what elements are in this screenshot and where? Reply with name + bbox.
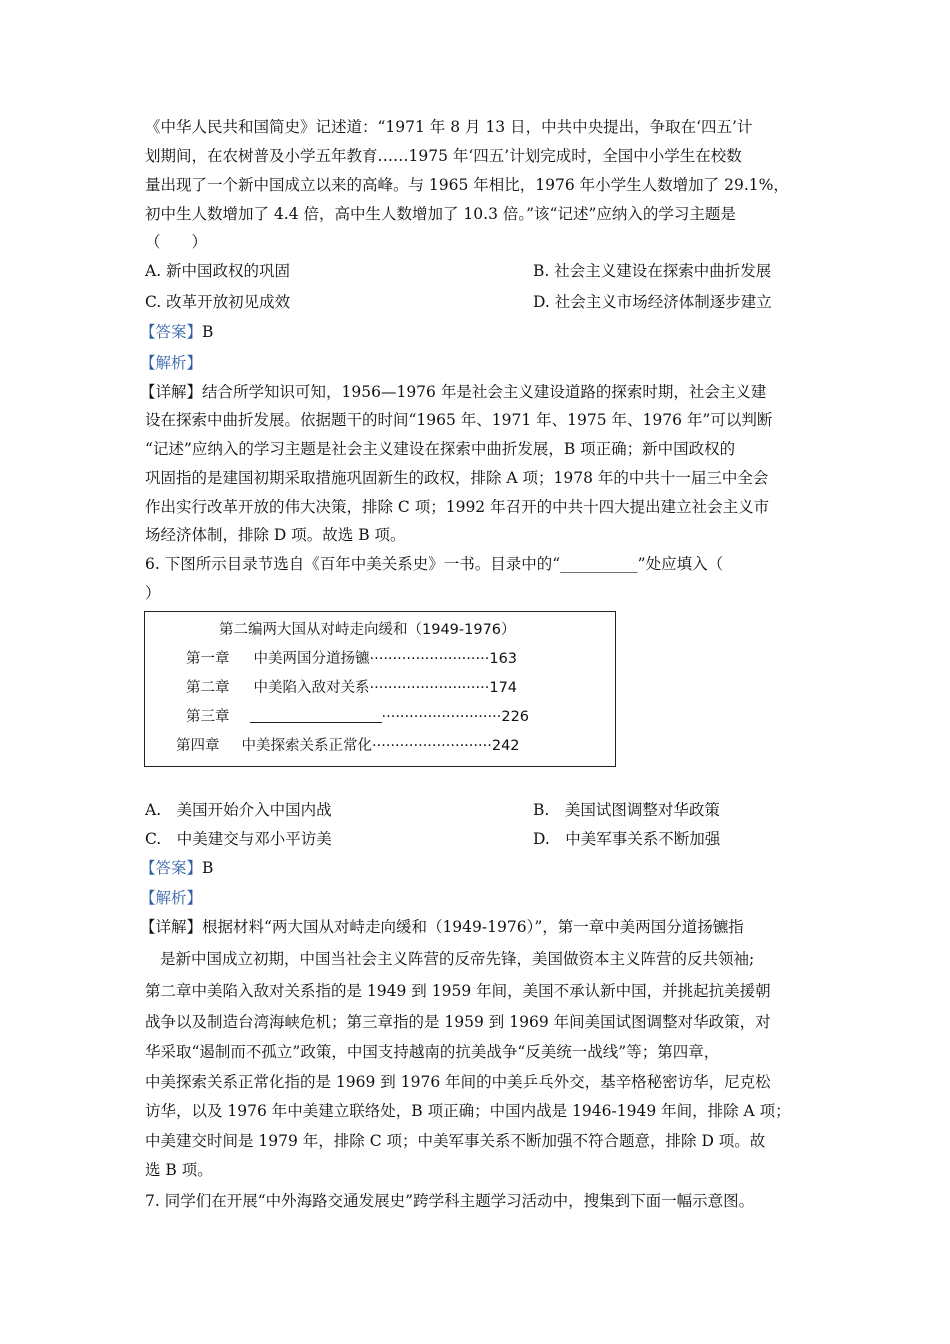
- q5-detail-line-5: 作出实行改革开放的伟大决策，排除 C 项；1992 年召开的中共十四大提出建立社会主义市: [145, 498, 770, 516]
- q5-option-a: A. 新中国政权的巩固: [145, 262, 291, 280]
- q5-stem-line-3: 量出现了一个新中国成立以来的高峰。与 1965 年相比，1976 年小学生人数增加了 29.1%，: [145, 176, 789, 194]
- page-number: 226: [501, 709, 530, 725]
- q5-option-c: C. 改革开放初见成效: [145, 293, 291, 311]
- q5-detail-line-2: 设在探索中曲折发展。依据题干的时间“1965 年、1971 年、1975 年、1976 年”可以判断: [145, 411, 773, 429]
- chapter-num: 第三章: [186, 709, 230, 725]
- q5-stem-line-2: 划期间，在农树普及小学五年教育……1975 年‘四五’计划完成时，全国中小学生在校数: [145, 147, 742, 165]
- q6-detail-line-6: 中美探索关系正常化指的是 1969 到 1976 年间的中美乒乓外交，基辛格秘密访华，尼克松: [145, 1073, 771, 1091]
- answer-value: B: [202, 323, 214, 341]
- answer-tag: 【答案】: [140, 859, 203, 877]
- chapter-num: 第四章: [176, 738, 220, 754]
- q5-stem-line-4: 初中生人数增加了 4.4 倍，高中生人数增加了 10.3 倍。”该“记述”应纳入的学习主题是: [145, 205, 736, 223]
- q6-option-d: D. 中美军事关系不断加强: [533, 830, 721, 848]
- q6-detail-line-4: 战争以及制造台湾海峡危机；第三章指的是 1959 到 1969 年间美国试图调整对华政策，对: [145, 1013, 771, 1031]
- chapter-title: 中美探索关系正常化: [241, 738, 372, 754]
- chapter-num: 第一章: [186, 651, 230, 667]
- answer-value: B: [202, 859, 214, 877]
- q6-option-a: A. 美国开始介入中国内战: [145, 801, 332, 819]
- q5-stem-line-1: 《中华人民共和国简史》记述道：“1971 年 8 月 13 日，中共中央提出，争取在‘四五’计: [145, 118, 753, 136]
- toc-chapter-2: [186, 678, 517, 698]
- q6-option-b: B. 美国试图调整对华政策: [533, 801, 720, 819]
- q6-stem-line-2: ）: [145, 584, 161, 602]
- q6-detail-line-1: [140, 917, 744, 937]
- chapter-num: 第二章: [186, 680, 230, 696]
- detail-tag: 【详解】: [140, 918, 203, 936]
- page-number: 174: [489, 680, 518, 696]
- page-number: 163: [489, 651, 518, 667]
- q7-stem: 7. 同学们在开展“中外海路交通发展史”跨学科主题学习活动中，搜集到下面一幅示意图。: [145, 1192, 755, 1210]
- q5-detail-line-1: [140, 382, 766, 402]
- detail-tag: 【详解】: [140, 383, 203, 401]
- page-number: 242: [491, 738, 520, 754]
- q6-detail-line-2: 是新中国成立初期，中国当社会主义阵营的反帝先锋，美国做资本主义阵营的反共领袖;: [160, 950, 755, 968]
- answer-tag: 【答案】: [140, 323, 203, 341]
- detail-text: 结合所学知识可知，1956—1976 年是社会主义建设道路的探索时期，社会主义建: [202, 383, 767, 401]
- q6-answer: [140, 858, 213, 878]
- blank-fill: [250, 708, 382, 723]
- q6-detail-line-3: 第二章中美陷入敌对关系指的是 1949 到 1959 年间，美国不承认新中国，并挑起抗美援朝: [145, 982, 771, 1000]
- q6-detail-line-7: 访华，以及 1976 年中美建立联络处，B 项正确；中国内战是 1946-1949 年间，排除 A 项；: [145, 1102, 791, 1120]
- toc-chapter-3: [186, 707, 529, 727]
- q5-stem-line-5: （ ）: [145, 233, 208, 251]
- q6-analysis-tag: 【解析】: [140, 889, 203, 907]
- toc-chapter-4: [176, 736, 520, 756]
- chapter-title: 中美两国分道扬镳: [253, 651, 370, 667]
- q5-analysis-tag: 【解析】: [140, 354, 203, 372]
- leader-dots: ··························: [369, 680, 490, 696]
- q5-detail-line-4: 巩固指的是建国初期采取措施巩固新生的政权，排除 A 项；1978 年的中共十一届三中全会: [145, 469, 769, 487]
- q6-detail-line-8: 中美建交时间是 1979 年，排除 C 项；中美军事关系不断加强不符合题意，排除 D 项。故: [145, 1132, 766, 1150]
- toc-box: [144, 611, 616, 767]
- chapter-title: 中美陷入敌对关系: [253, 680, 370, 696]
- toc-title: 第二编两大国从对峙走向缓和（1949-1976）: [219, 622, 516, 638]
- q5-detail-line-6: 场经济体制，排除 D 项。故选 B 项。: [145, 526, 406, 544]
- detail-text: 根据材料“两大国从对峙走向缓和（1949-1976）”，第一章中美两国分道扬镳指: [202, 918, 744, 936]
- leader-dots: ··························: [372, 738, 492, 754]
- q6-detail-line-9: 选 B 项。: [145, 1161, 213, 1179]
- leader-dots: ··························: [369, 651, 490, 667]
- q6-detail-line-5: 华采取“遏制而不孤立”政策，中国支持越南的抗美战争“反美统一战线”等；第四章，: [145, 1043, 720, 1061]
- q5-answer: [140, 322, 213, 342]
- q6-option-c: C. 中美建交与邓小平访美: [145, 830, 332, 848]
- q5-detail-line-3: “记述”应纳入的学习主题是社会主义建设在探索中曲折发展，B 项正确；新中国政权的: [145, 440, 736, 458]
- toc-chapter-1: [186, 649, 517, 669]
- leader-dots: ··························: [381, 709, 502, 725]
- q5-option-b: B. 社会主义建设在探索中曲折发展: [533, 262, 772, 280]
- q6-stem-line-1: 6. 下图所示目录节选自《百年中美关系史》一书。目录中的“__________”处应填入（: [145, 555, 724, 573]
- q5-option-d: D. 社会主义市场经济体制逐步建立: [533, 293, 772, 311]
